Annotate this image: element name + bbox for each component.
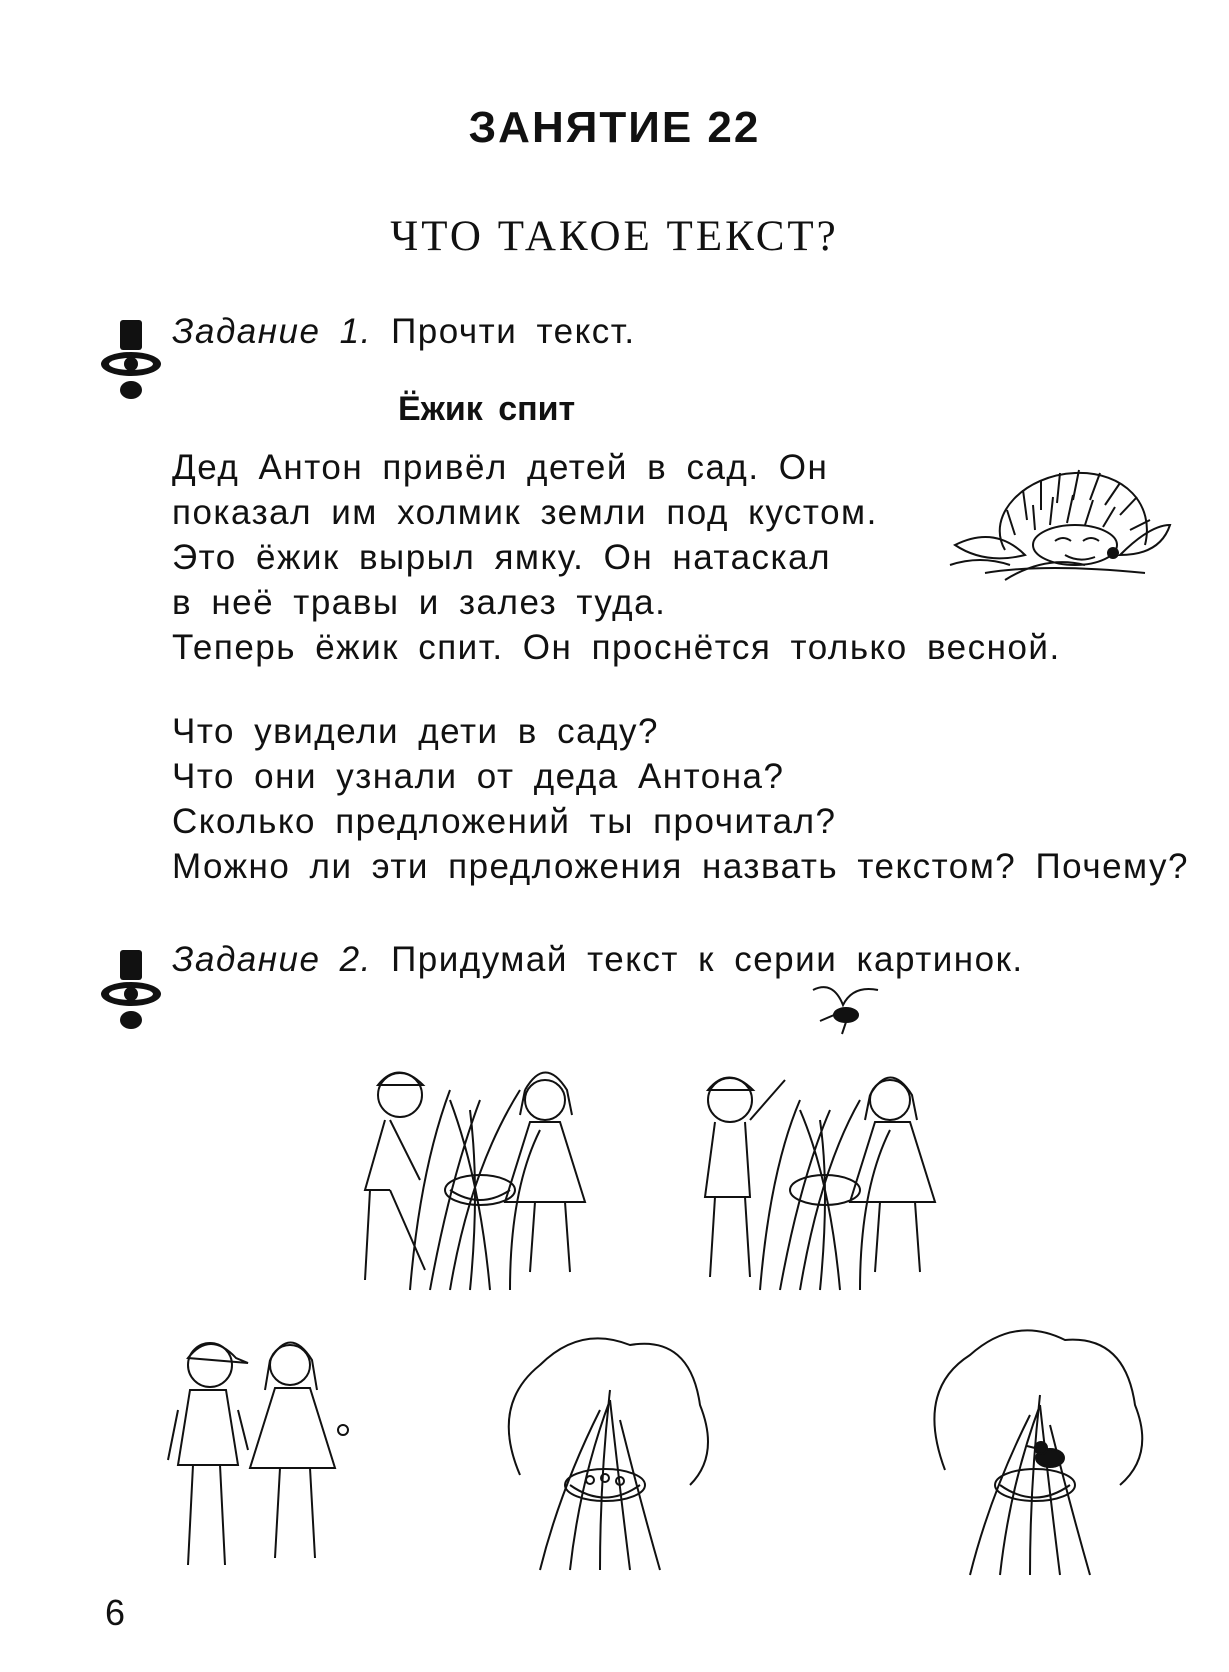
- task2-text: Придумай текст к серии картинок.: [391, 940, 1024, 979]
- task1-heading: [172, 312, 636, 352]
- question-line: Что увидели дети в саду?: [172, 712, 659, 751]
- task2-label: Задание 2.: [172, 940, 372, 979]
- question-line: Можно ли эти предложения назвать текстом? Почему?: [172, 847, 1189, 886]
- question-line: Что они узнали от деда Антона?: [172, 757, 785, 796]
- children-bird-flying-picture: [690, 1060, 970, 1300]
- task1-text: Прочти текст.: [391, 312, 636, 351]
- task1-label: Задание 1.: [172, 312, 372, 351]
- story-title: Ёжик спит: [398, 390, 576, 428]
- nest-in-grass-picture: [490, 1335, 720, 1575]
- story-line: Это ёжик вырыл ямку. Он натаскал: [172, 538, 832, 577]
- hedgehog-illustration: [945, 455, 1175, 585]
- story-line: в неё травы и залез туда.: [172, 583, 667, 622]
- task-marker-icon: [100, 318, 160, 408]
- story-line: показал им холмик земли под кустом.: [172, 493, 878, 532]
- page-number: 6: [105, 1592, 126, 1633]
- question-line: Сколько предложений ты прочитал?: [172, 802, 837, 841]
- topic-title: ЧТО ТАКОЕ ТЕКСТ?: [390, 213, 839, 260]
- bird-on-nest-picture: [915, 1330, 1155, 1580]
- story-line: Теперь ёжик спит. Он проснётся только весной.: [172, 628, 1061, 667]
- task2-heading: [172, 940, 1024, 980]
- task-marker-icon: [100, 948, 160, 1038]
- children-find-nest-picture: [330, 1060, 620, 1300]
- lesson-title: ЗАНЯТИЕ 22: [468, 103, 761, 152]
- bird-flying-icon: [808, 980, 888, 1040]
- story-line: Дед Антон привёл детей в сад. Он: [172, 448, 829, 487]
- children-standing-picture: [165, 1330, 355, 1580]
